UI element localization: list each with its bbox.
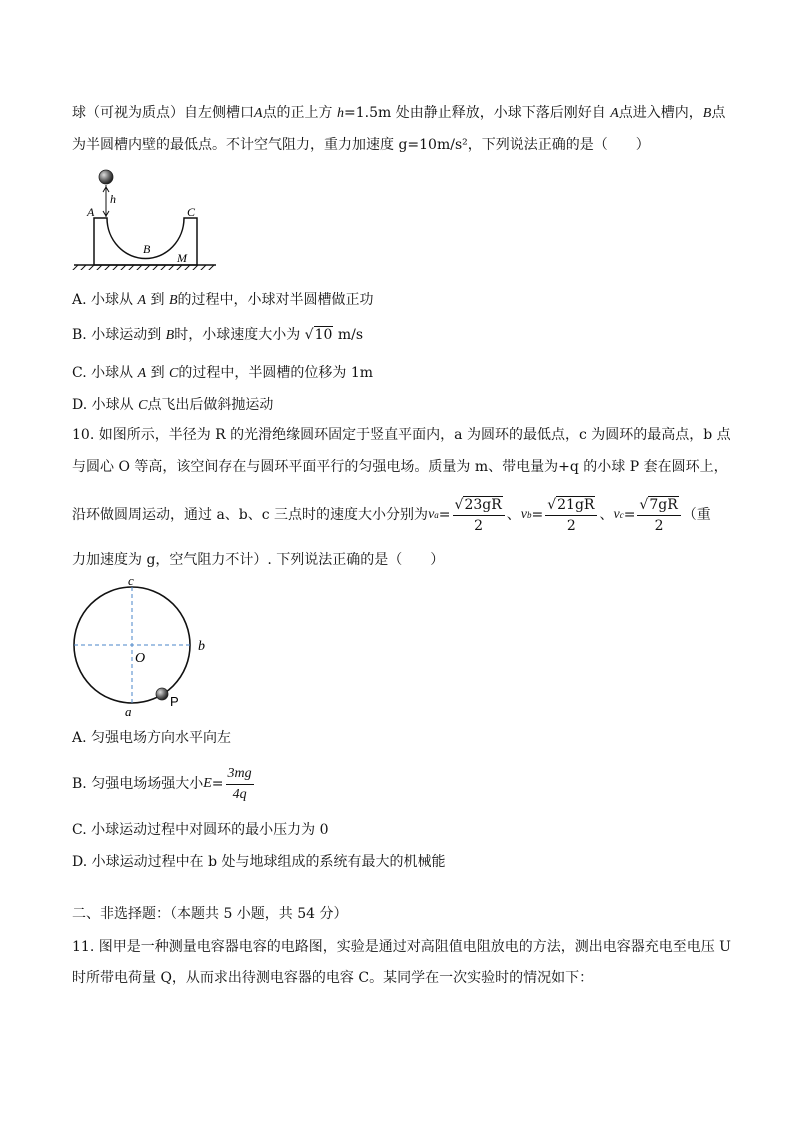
q10-line-3: 沿环做圆周运动，通过 a、b、c 三点时的速度大小分别为 v a = $\frac{√23gR}{2}$ 、 v b = $\frac{√21gR}{2}$ 、 v c = $\frac{√7gR}{2}$ （重 [72,496,711,534]
q9-line-1: 球（可视为质点）自左侧槽口A点的正上方 h=1.5m 处由静止释放，小球下落后刚好自 A点进入槽内，B点 [72,105,726,121]
q10-ring-figure [70,575,220,720]
q10-option-b: B. 匀强电场场强大小 E = $\frac{3mg}{4q}$ [72,765,252,802]
label-B: B [143,242,151,256]
ball-P [156,688,168,700]
label-C: C [187,205,196,219]
q10-line-1: 10. 如图所示，半径为 R 的光滑绝缘圆环固定于竖直平面内，a 为圆环的最低点，c 为圆环的最高点，b 点 [72,427,731,443]
q10-option-c: C. 小球运动过程中对圆环的最小压力为 0 [72,822,329,838]
q10-option-d: D. 小球运动过程中在 b 处与地球组成的系统有最大的机械能 [72,854,446,870]
q10-option-a: A. 匀强电场方向水平向左 [72,730,232,746]
label-M: M [177,251,187,265]
q10-line-2: 与圆心 O 等高，该空间存在与圆环平面平行的匀强电场。质量为 m、带电量为+q 的小球 P 套在圆环上， [72,459,728,475]
label-O: O [135,651,146,666]
label-h: h [110,192,116,206]
q9-option-b: B. 小球运动到 B时，小球速度大小为 √10 m/s [72,327,364,343]
label-a: a [125,704,132,719]
q9-option-c: C. 小球从 A 到 C的过程中，半圆槽的位移为 1m [72,365,374,381]
q9-groove-figure [70,165,220,270]
section-heading: 二、非选择题：（本题共 5 小题，共 54 分） [72,906,348,922]
ball [99,170,113,184]
q11-line-2: 时所带电荷量 Q，从而求出待测电容器的电容 C。某同学在一次实验时的情况如下： [72,970,594,986]
q9-option-a: A. 小球从 A 到 B的过程中，小球对半圆槽做正功 [72,292,374,308]
q11-line-1: 11. 图甲是一种测量电容器电容的电路图，实验是通过对高阻值电阻放电的方法，测出电容器充电至电压 U [72,939,731,955]
label-A: A [87,205,95,219]
label-P: P [170,694,179,709]
q10-line-4: 力加速度为 g，空气阻力不计）. 下列说法正确的是（ ） [72,552,445,568]
q9-line-2: 为半圆槽内壁的最低点。不计空气阻力，重力加速度 g=10m/s²，下列说法正确的是（ ） [72,137,650,153]
label-b: b [198,639,205,654]
label-c: c [128,575,134,588]
q9-option-d: D. 小球从 C点飞出后做斜抛运动 [72,397,274,413]
